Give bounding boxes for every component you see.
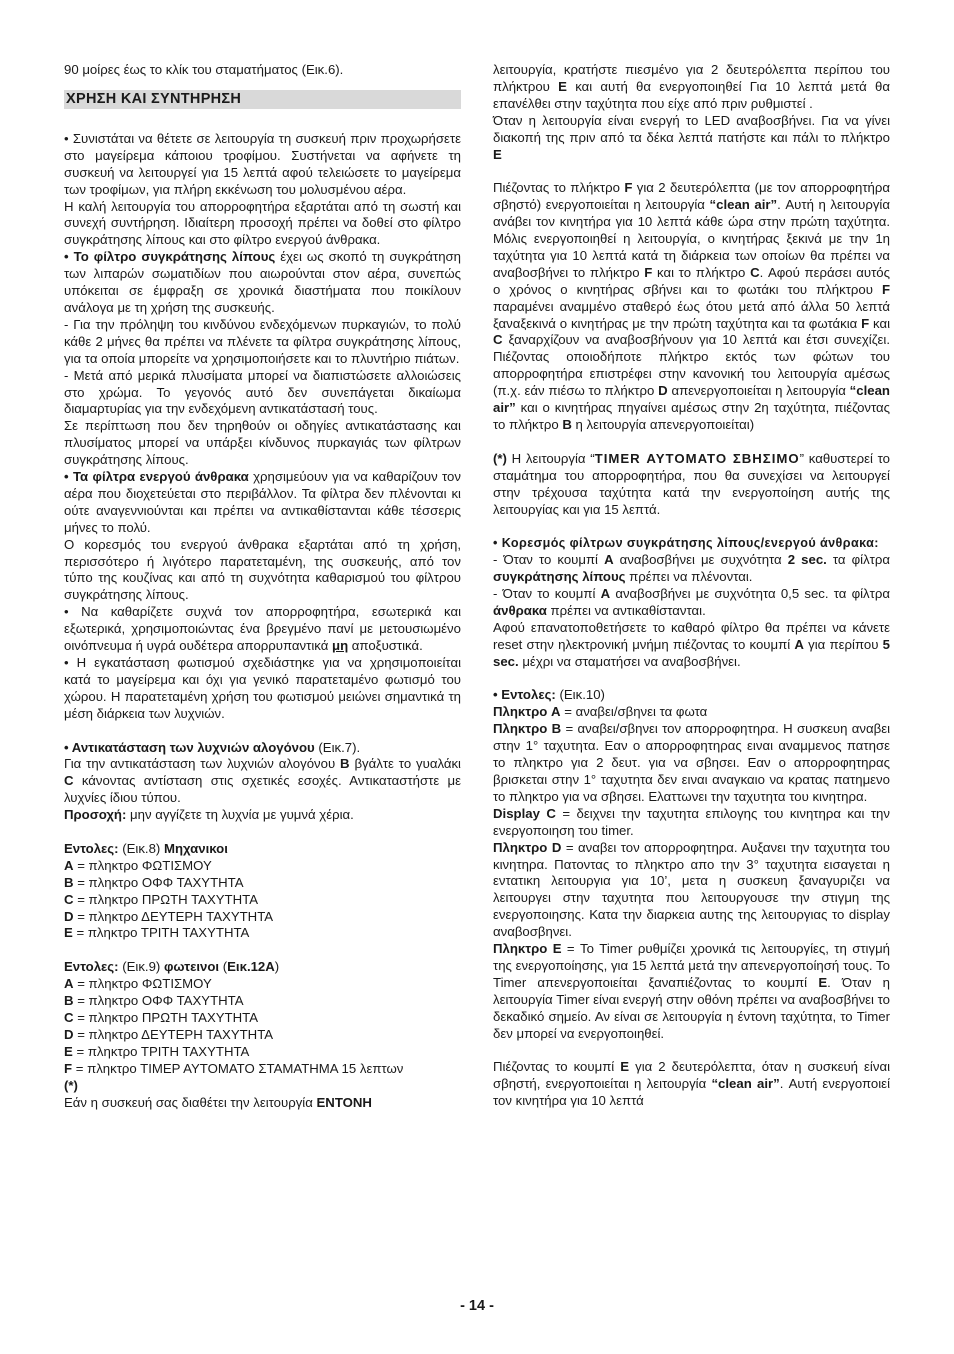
intense-paragraph [64,1095,461,1112]
halogen-label: • Αντικατάσταση των λυχνιών αλογόνου [64,739,315,755]
halogen-text-3: κάνοντας αντίσταση στις σχετικές εσοχές. Αντικαταστήστε με λυχνίες ίδιου τύπου. [64,773,461,806]
command-description: = πληκτρο ΦΩΤΙΣΜΟΥ [73,976,212,992]
saturation-grease [493,552,890,586]
saturation-heading [493,535,890,552]
key-d-description [493,840,890,941]
command-description: = πληκτρο ΤΙΜΕΡ ΑΥΤΟΜΑΤΟ ΣΤΑΜΑΤΗΜΑ 15 λεπτων [72,1060,404,1076]
commands-fig9-heading [64,959,461,976]
text-segment: αναβοσβήνει με συχνότητα [613,552,788,568]
text-segment: και [869,315,891,331]
carbon-filter-text: χρησιμεύουν για να καθαρίζουν τον αέρα που διοχετεύεται στο περιβάλλον. Τα φίλτρα δεν πλένονται κι ούτε αναγεννιούνται και πρέπει να αντικαθίστανται κάθε τέσσερις μήνες το πολύ. [64,469,461,535]
text-segment: μέχρι να σταματήσει να αναβοσβήνει. [518,653,741,669]
command-item [64,1027,461,1044]
bold-segment: D [658,383,668,399]
grease-filter-warning: Σε περίπτωση που δεν τηρηθούν οι οδηγίες αντικατάστασης και πλυσίματος μπορεί να υπάρξει κίνδυνος πυρκαγιάς των φίλτρων συγκράτησης λίπους. [64,418,461,468]
halogen-ref: (Εικ.7). [314,739,361,755]
intro-text: 90 μοίρες έως το κλίκ του σταματήματος (Εικ.6). [64,62,344,77]
usage-paragraph-2: Η καλή λειτουργία του απορροφητήρα εξαρτάται από τη σωστή και συνεχή συντήρηση. Ιδιαίτερη προσοχή πρέπει να δοθεί στο φίλτρο συγκράτησης λίπους και στο φίλτρο ενεργού άνθρακα. [64,198,461,248]
command-key: C [64,1009,74,1025]
bold-segment: C [493,332,503,348]
cleaning-not-emphasis: μη [332,638,349,654]
text-segment: = αναβει/σβηνει τα φωτα [560,704,708,720]
grease-filter-color: - Μετά από μερικά πλυσίματα μπορεί να διαπιστώσετε αλλοιώσεις στο χρώμα. Το γεγονός αυτό δεν συνεπάγεται δικαίωμα διαμαρτυρίας για την ενδεχόμενη αντικατάστασή τους. [64,367,461,417]
lighting-paragraph: • Η εγκατάσταση φωτισμού σχεδιάστηκε για να χρησιμοποιείται κατά το μαγείρεμα και όχι για γενικό παρατεταμένο φωτισμό του χώρου. Η παρατεταμένη χρήση του φωτισμού μειώνει σημαντικά τη μέση διάρκεια των λυχνιών. [64,655,461,721]
command-key: F [64,1060,73,1076]
timer-text: Η λειτουργία “ [506,450,595,466]
key-b-description [493,721,890,806]
bold-segment: B [562,417,572,433]
command-item [64,993,461,1010]
command-description: = πληκτρο ΤΡΙΤΗ ΤΑΧΥΤΗΤΑ [72,1043,250,1059]
text-segment: . Όταν η λειτουργία Timer είναι ενεργή στην οθόνη πρέπει να αναβοσβήνει το δεκαδικό σημείο. Αν είναι σε λειτουργία η έντονη ταχύτητα, το Timer δεν μπορεί να ενεργοποιηθεί. [493,974,890,1041]
commands-fig8-type: Μηχανικοι [163,840,228,856]
halogen-text: Για την αντικατάσταση των λυχνιών αλογόνου [64,756,341,772]
command-item [64,976,461,993]
saturation-carbon [493,586,890,620]
text-segment: και ο κινητήρας πηγαίνει αμέσως στην 2η ταχύτητα, πιέζοντας το πλήκτρο [493,400,890,433]
command-item [64,858,461,875]
intense-keyword: ΕΝΤΟΝΗ [316,1094,372,1110]
commands-fig9-type: φωτεινοι [163,959,220,975]
timer-paragraph [493,451,890,519]
text-segment: = δειχνει την ταχυτητα επιλογης του κινητηρα και την ενεργοποιηση του timer. [493,805,890,838]
halogen-paragraph [64,756,461,807]
text-segment: ξαναρχίζουν να αναβοσβήνουν για 10 λεπτά και έτσι συνεχίζει. Πιέζοντας οποιοδήποτε πλήκτρο εκτός των φώτων του απορροφητήρα επιστρέφει στην κανονική του λειτουργία αμέσως (π.χ. εάν πιέσω το πλήκτρο [493,332,890,399]
command-item [64,1044,461,1061]
bold-segment: συγκράτησης λίπους [493,569,626,585]
commands-fig9-ref: (Εικ.9) [118,959,164,975]
commands-fig9-paren-open: ( [219,959,228,975]
text-segment: αναβοσβήνει με συχνότητα 0,5 sec. τα φίλτρα [610,586,890,602]
grease-filter-label: • Το φίλτρο συγκράτησης λίπους [64,249,276,265]
command-description: = πληκτρο ΟΦΦ ΤΑΧΥΤΗΤΑ [73,993,244,1009]
text-segment: για 2 δευτερόλεπτα (με τον απορροφητήρα σβηστό) ενεργοποιείται η λειτουργία [493,180,890,213]
bold-segment: 5 sec. [493,636,890,669]
command-item [64,909,461,926]
text-segment: η λειτουργία απενεργοποιείται) [571,417,755,433]
caution-paragraph [64,807,461,824]
text-segment: Πιέζοντας το πλήκτρο [493,180,625,196]
caution-text: μην αγγίζετε τη λυχνία με γυμνά χέρια. [126,807,354,823]
bold-segment: Πληκτρο E [493,941,562,957]
section-heading: ΧΡΗΣΗ ΚΑΙ ΣΥΝΤΗΡΗΣΗ [64,90,461,109]
bold-segment: F [644,264,653,280]
command-key: D [64,908,74,924]
command-item [64,892,461,909]
text-segment: Πιέζοντας το κουμπί [493,1059,621,1075]
right-column [493,62,890,1110]
command-key: A [64,857,74,873]
asterisk-note [64,1078,461,1095]
command-description: = πληκτρο ΟΦΦ ΤΑΧΥΤΗΤΑ [73,874,244,890]
bold-segment: E [818,974,828,990]
intense-cont-text-2: και αυτή θα ενεργοποιηθεί Για 10 λεπτά μετά θα επανέλθει στην ταχύτητα που είχε από πριν ρυθμιστεί . [493,78,891,111]
bold-segment: C [750,264,760,280]
bold-segment: Πληκτρο D [493,839,562,855]
cleaning-text-end: αποξυστικά. [348,638,423,654]
timer-asterisk: (*) [493,450,507,466]
carbon-filter-paragraph [64,469,461,537]
asterisk-mark: (*) [64,1077,78,1093]
commands-fig8-list [64,858,461,943]
command-key: E [64,1043,73,1059]
grease-filter-paragraph [64,249,461,317]
commands-fig10-heading [493,687,890,704]
led-text: Όταν η λειτουργία είναι ενεργή το LED αναβοσβήνει. Για να γίνει διακοπή της πριν από τα δέκα λεπτά πατήστε και πάλι το πλήκτρο [493,112,890,145]
intense-text: Εάν η συσκευή σας διαθέτει την λειτουργία [64,1094,317,1110]
commands-fig9-list [64,976,461,1077]
bold-segment: Πληκτρο B [493,721,562,737]
clean-air-paragraph [493,180,890,434]
caution-label: Προσοχή: [64,807,127,823]
bold-segment: F [624,180,633,196]
intense-cont-text: λειτουργία, κρατήστε πιεσμένο για 2 δευτερόλεπτα περίπου του πλήκτρου [493,62,890,94]
bold-segment: E [620,1059,630,1075]
text-segment: και το πλήκτρο [652,264,751,280]
timer-function-name: TIMER ΑΥΤΟΜΑΤΟ ΣΒΗΣΙΜΟ [594,450,800,466]
commands-fig8-ref: (Εικ.8) [118,840,164,856]
led-paragraph [493,113,890,164]
bold-segment: F [861,315,870,331]
text-segment: απενεργοποιείται η λειτουργία [667,383,850,399]
command-description: = πληκτρο ΤΡΙΤΗ ΤΑΧΥΤΗΤΑ [72,925,250,941]
cleaning-text: • Να καθαρίζετε συχνά τον απορροφητήρα, εσωτερικά και εξωτερικά, χρησιμοποιώντας ένα βρεγμένο πανί με μετουσιωμένο οινόπνευμα ή υγρά ουδέτερα απορρυπαντικά [64,604,461,654]
command-description: = πληκτρο ΠΡΩΤΗ ΤΑΧΥΤΗΤΑ [73,1009,258,1025]
command-key: A [64,976,74,992]
text-segment: . Αφού περάσει αυτός ο χρόνος ο κινητήρας σβήνει και το φωτάκι του πλήκτρου [493,264,890,297]
bold-segment: A [604,552,614,568]
command-description: = πληκτρο ΔΕΥΤΕΡΗ ΤΑΧΥΤΗΤΑ [73,908,274,924]
command-item [64,925,461,942]
bold-segment: A [794,636,804,652]
grease-filter-wash: - Για την πρόληψη του κινδύνου ενδεχόμενων πυρκαγιών, το πολύ κάθε 2 μήνες θα πρέπει να πλένετε τα φίλτρα συγκράτησης λίπους, για τα οποία μπορείτε να χρησιμοποιήσετε και το πλυντήριο πιάτων. [64,316,461,366]
text-segment: πρέπει να πλένονται. [625,569,753,585]
page-number: - 14 - [460,1298,494,1314]
commands-fig8-label: Εντολες: [64,840,119,856]
key-e-description [493,941,890,1042]
command-key: B [64,993,74,1009]
saturation-reset [493,620,890,671]
carbon-filter-label: • Τα φίλτρα ενεργού άνθρακα [64,469,249,485]
bold-segment: “clean air” [709,197,778,213]
command-description: = πληκτρο ΔΕΥΤΕΡΗ ΤΑΧΥΤΗΤΑ [73,1026,274,1042]
bold-segment: Πληκτρο A [493,704,561,720]
display-c-description [493,806,890,840]
bold-segment: άνθρακα [493,602,547,618]
command-key: C [64,891,74,907]
left-column [64,62,461,1111]
bold-segment: “clean air” [711,1076,780,1092]
command-key: E [64,925,73,941]
commands-fig9-paren-close: ) [274,959,280,975]
timer-text-2: ” καθυστερεί το σταμάτημα του απορροφητήρα, που θα συνεχίσει να λειτουργεί στην τρέχουσα ταχύτητα κατά την ενεργοποίηση αυτής της λειτουργίας και για 15 λεπτά. [493,450,891,517]
bold-segment: Display C [493,805,556,821]
halogen-heading [64,740,461,757]
command-item [64,875,461,892]
text-segment: για 2 δευτερόλεπτα, όταν η συσκευή είναι σβηστή, ενεργοποιείται η λειτουργία [493,1059,890,1092]
text-segment: = Το Timer ρυθμίζει χρονικά τις λειτουργίες, τη στιγμή της ενεργοποίησης, για 15 λεπτά μετά την απενεργοποίησή τους. Το Timer απενεργοποιείται ξαναπιέζοντας το κουμπί [493,941,891,990]
intense-continuation [493,62,890,113]
saturation-label: • Κορεσμός φίλτρων συγκράτησης λίπους/ενεργού άνθρακα: [493,536,879,551]
halogen-key-b: B [340,756,350,772]
text-segment: - Όταν το κουμπί [493,586,601,602]
command-key: D [64,1026,74,1042]
command-item [64,1010,461,1027]
text-segment: παραμένει αναμμένο σταθερό έως ότου μετά από άλλα 50 λεπτά ξαναξεκινά ο κινητήρας με την πρώτη ταχύτητα και τα φωτάκια [493,298,890,331]
grease-filter-text: έχει ως σκοπό τη συγκράτηση των λιπαρών σωματιδίων που αιωρούνται στον αέρα, συνεπώς υπόκειται σε έμφραξη σε χρονικά διαστήματα που ποικίλουν ανάλογα με τη χρήση της συσκευής. [64,249,461,315]
bold-segment: “clean air” [493,383,890,416]
text-segment: . Αυτή ενεργοποιεί τον κινητήρα για 10 λεπτά [493,1076,890,1109]
command-key: B [64,874,74,890]
led-key: E [493,146,502,162]
text-segment: τα φίλτρα [826,552,891,568]
halogen-key-c: C [64,773,74,789]
text-segment: . Αυτή η λειτουργία ανάβει τον κινητήρα για 10 λεπτά κάθε ώρα στην πρώτη ταχύτητα. Μόλις ενεργοποιηθεί η λειτουργία, ο κινητήρας ξεκινά με την 1η ταχύτητα για 10 λεπτά κατά τη διάρκεια των οποίων θα πρέπει να αναβοσβήνει το πλήκτρο [493,197,890,280]
bold-segment: 2 sec. [787,552,827,568]
commands-fig8-heading [64,841,461,858]
command-item [64,1061,461,1078]
final-paragraph [493,1059,890,1110]
commands-fig10-label: • Εντολες: [493,687,556,703]
commands-fig9-ref2: Εικ.12A [227,959,275,975]
text-segment: για περίπου [803,636,883,652]
text-segment: - Όταν το κουμπί [493,552,605,568]
text-segment: Αφού επανατοποθετήσετε το καθαρό φίλτρο θα πρέπει να κάνετε reset στην ηλεκτρονική μνήμη πιέζοντας το κουμπί [493,619,890,652]
carbon-saturation-paragraph: Ο κορεσμός του ενεργού άνθρακα εξαρτάται από τη χρήση, περισσότερο ή λιγότερο παρατεταμένη, της συσκευής, από τον τύπο της κουζίνας και από τη συχνότητα καθαρισμού του φίλτρου συγκράτησης λίπους. [64,536,461,603]
command-description: = πληκτρο ΦΩΤΙΣΜΟΥ [73,857,212,873]
bold-segment: A [600,586,611,602]
commands-fig9-label: Εντολες: [64,959,119,975]
commands-fig10-ref: (Εικ.10) [555,687,605,703]
cleaning-paragraph [64,604,461,655]
bold-segment: F [881,281,890,297]
usage-paragraph-1: • Συνιστάται να θέτετε σε λειτουργία τη συσκευή πριν προχωρήσετε στο μαγείρεμα κάποιου τροφίμου. Συστήνεται να αφήνετε τη συσκευή να λειτουργεί για 15 λεπτά αφού τελειώσετε το μαγείρεμα των τροφίμων, για πλήρη εκκένωση του μολυσμένου αέρα. [64,130,461,197]
command-description: = πληκτρο ΠΡΩΤΗ ΤΑΧΥΤΗΤΑ [73,891,258,907]
text-segment: = αναβει τον απορροφητηρα. Αυξανει την ταχυτητα του κινητηρα. Πατοντας το πληκτρο απο την 3° ταχυτητα εισαγεται η εντατικη λειτουργια για 10’, μετα η συσκευη ξαναγυριζει να λειτουργει στην ταχυτητα που λειτουργουσε την στιγμη της ενεργοποιησης. Κατα την διαρκεια αυτης της λειτουργιας το display αναβοσβηνει. [493,839,890,940]
text-segment: = αναβει/σβηνει τον απορροφητηρα. Η συσκευη αναβει στην 1° ταχυτητα. Εαν ο απορροφητηρας ειναι αναμμενος πατησε το πληκτρο για 2 δευτ. για να σβησει. Εαν ο απορροφητηρας βρισκεται στην 1° ταχυτητα δεν ειναι αναγκαιο να κρατας πατημενο το πληκτρο για να σβησει. Ελαττωνει την ταχυτητα του κινητηρα. [493,721,891,804]
intense-cont-key: E [558,78,567,94]
text-segment: πρέπει να αντικαθίστανται. [546,602,706,618]
key-a-description [493,704,890,721]
halogen-text-2: βγάλτε το γυαλάκι [349,756,461,772]
